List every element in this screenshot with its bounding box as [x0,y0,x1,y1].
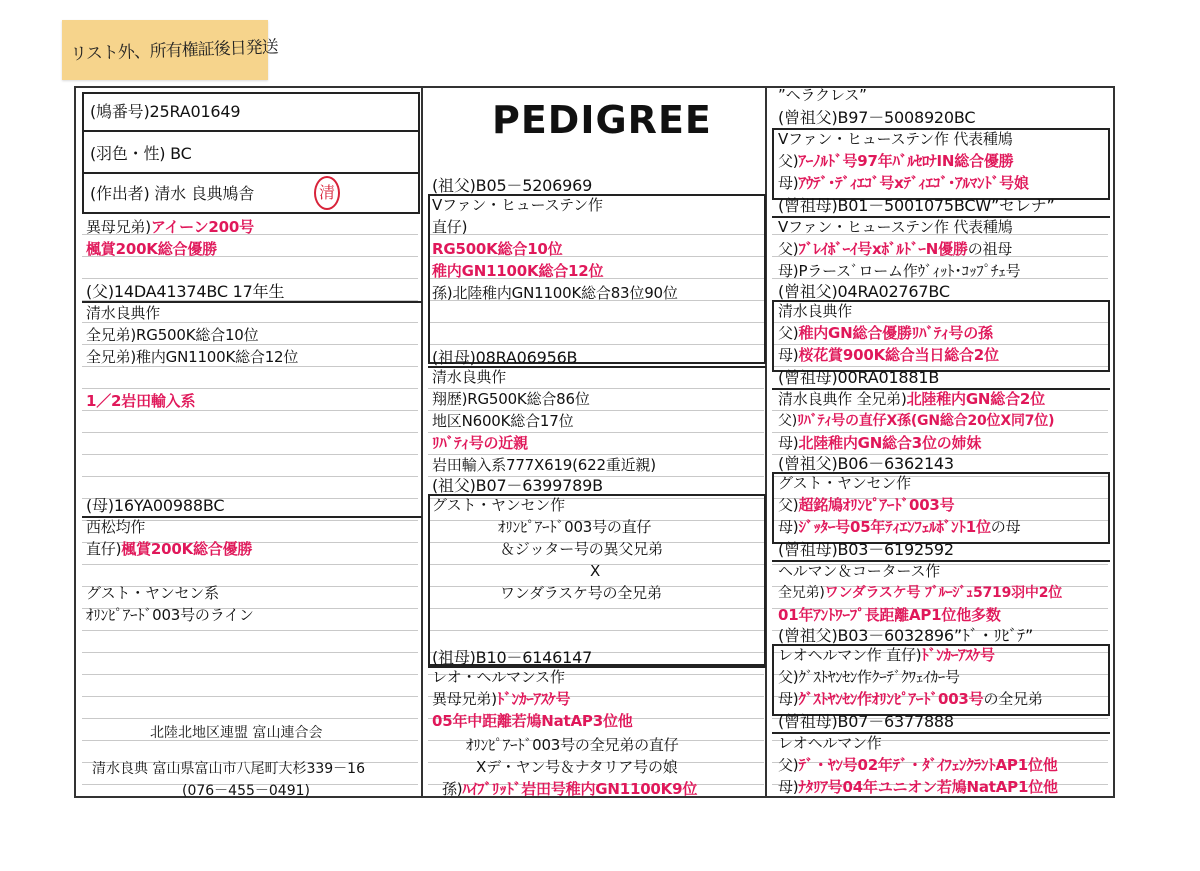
gdam-m-line: レオ・ヘルマンス作 [432,668,565,686]
ggp-ring: (曾祖父)B03－6032896 [778,626,954,645]
info-divider [82,172,420,174]
gsire-p-award: 稚内GN1100K総合12位 [432,262,604,280]
subject-color-sex: (羽色・性) BC [90,144,192,163]
ruled-line [428,454,764,455]
ggp-father: ﾘﾊﾞﾃｨ号の直仔X孫(GN総合20位X同7位) [797,413,1055,429]
ggp-father: ﾃﾞ・ﾔﾝ号02年ﾃﾞ・ﾀﾞｲﾌｪﾝｸﾗﾝﾄAP1位他 [798,756,1058,774]
ruled-line [82,344,418,345]
gsire-p-line: 孫)北陸稚内GN1100K総合83位90位 [432,284,678,302]
ruled-line [772,432,1108,433]
gsire-m-line: グスト・ヤンセン作 [432,496,565,514]
ggp-ring: (曾祖母)00RA01881B [778,368,940,387]
gdam-p-line: 清水良典作 [432,368,507,386]
gsire-p-line: Vファン・ヒューステン作 [432,196,603,214]
ggp-mother: ｼﾞｯﾀｰ号05年ﾃｨｴﾝﾌｪﾙﾎﾞﾝﾄ1位 [798,518,991,536]
ruled-line [82,630,418,631]
ruled-line [772,410,1108,411]
subject-ring-number: (鳩番号)25RA01649 [90,102,241,121]
lineage-note: 1／2岩田輸入系 [86,392,196,410]
sticky-note-text: リスト外、所有権証後日発送 [69,37,279,65]
breeder-seal: 清 [314,176,340,210]
ggp-prefix: 父) [778,152,799,170]
ggp-prefix: 全兄弟) [778,585,825,601]
gsire-m-line: ＆ジッター号の異父兄弟 [500,540,663,558]
ruled-line [82,696,418,697]
gdam-m-ring: (祖母)B10－6146147 [432,648,593,667]
sibling-name: アイーン200号 [150,218,254,236]
dam-ring: (母)16YA00988BC [86,496,225,515]
ggp-breeder: レオヘルマン作 [778,734,882,752]
gsire-p-ring: (祖父)B05－5206969 [432,176,593,195]
ggp-father: ｱｰﾉﾙﾄﾞ号97年ﾊﾞﾙｾﾛﾅIN総合優勝 [798,152,1014,170]
gsire-m-line: X [590,562,601,580]
sire-line: 全兄弟)稚内GN1100K総合12位 [86,348,299,366]
sibling-prefix: 異母兄弟) [86,218,151,236]
ggp-prefix: 母) [778,778,799,796]
column-divider-1 [421,86,423,798]
ruled-line [82,410,418,411]
ggp-father: ﾌﾞﾚｲﾎﾞｰｲ号xﾎﾞﾙﾄﾞｰN優勝 [798,240,968,258]
ggp-breeder: グスト・ヤンセン作 [778,474,911,492]
ggp-ring: (曾祖父)04RA02767BC [778,282,950,301]
footer-owner: 清水良典 富山県富山市八尾町大杉339－16 [92,761,365,777]
ggp-suffix: の全兄弟 [983,690,1043,708]
ggp-award: 01年ｱﾝﾄﾜｰﾌﾟ長距離AP1位他多数 [778,606,1001,624]
ggp-father: 超銘鳩ｵﾘﾝﾋﾟｱｰﾄﾞ003号 [798,496,955,514]
ruled-line [82,366,418,367]
ruled-line [428,388,764,389]
ruled-line [82,322,418,323]
ggp-prefix: 父) [778,496,799,514]
footer-phone: (076－455－0491) [182,783,310,799]
gdam-p-ring: (祖母)08RA06956B [432,348,578,367]
ruled-line [82,432,418,433]
ggp-ring: (曾祖父)B06－6362143 [778,454,954,473]
ruled-line [82,652,418,653]
gdam-m-prefix: 異母兄弟) [432,690,497,708]
gsire-m-line: ｵﾘﾝﾋﾟｱｰﾄﾞ003号の直仔 [498,518,652,536]
gsire-m-line: ワンダラスケ号の全兄弟 [500,584,662,602]
gsire-p-award: RG500K総合10位 [432,240,563,258]
sire-rule [82,301,422,303]
sire-line: 清水良典作 [86,304,161,322]
ggp-breeder: ヘルマン＆コータース作 [778,562,941,580]
ruled-line [82,278,418,279]
ggp-prefix: 母) [778,434,799,452]
ggp-name: ”セレナ” [990,196,1055,215]
ggp-father: 父)ｸﾞｽﾄﾔﾝｾﾝ作ｸｰﾃﾞｸﾜｪｲｶｰ号 [778,668,960,686]
sire-ring: (父)14DA41374BC 17年生 [86,282,285,301]
sire-line: 全兄弟)RG500K総合10位 [86,326,259,344]
ggp-breeder: Vファン・ヒューステン作 代表種鳩 [778,130,1013,148]
gdam-m-grandchild: ﾊｲﾌﾞﾘｯﾄﾞ岩田号稚内GN1100K9位 [462,780,698,798]
ggp-name: ”ﾄﾞ・ﾘﾋﾞﾃ” [953,626,1034,645]
ggp-ring: (曾祖母)B01－5001075BCW [778,196,991,215]
ggp-mother: ﾅﾀﾘｱ号04年ユニオン若鳩NatAP1位他 [798,778,1058,796]
dam-line: ｵﾘﾝﾋﾟｱｰﾄﾞ003号のライン [86,606,254,624]
ggp-prefix: 母) [778,518,799,536]
gdam-m-prefix: 孫) [442,780,463,798]
ruled-line [428,432,764,433]
ruled-line [82,454,418,455]
dam-line: グスト・ヤンセン系 [86,584,219,602]
page-title: PEDIGREE [492,98,712,142]
ggp-breeder: 清水良典作 [778,302,853,320]
ggp-breeder-award: 北陸稚内GN総合2位 [906,390,1045,408]
info-divider [82,130,420,132]
gsire-p-line: 直仔) [432,218,468,236]
ggp-mother: ｸﾞｽﾄﾔﾝｾﾝ作ｵﾘﾝﾋﾟｱｰﾄﾞ003号 [798,690,984,708]
dam-breeder: 西松均作 [86,518,146,536]
ruled-line [82,476,418,477]
ggp-prefix: 父) [778,324,799,342]
subject-breeder: (作出者) 清水 良典鳩舎 [90,184,255,203]
ggp-father: ワンダラスケ号 ﾌﾞﾙｰｼﾞｭ5719羽中2位 [824,585,1063,601]
ggp-prefix: 父) [778,756,799,774]
gdam-m-line: Xデ・ヤン号＆ナタリア号の娘 [476,758,678,776]
ggp-prefix: 父) [778,413,798,429]
footer-federation: 北陸北地区連盟 富山連合会 [150,725,323,741]
ggp-breeder: 清水良典作 全兄弟) [778,390,907,408]
gdam-m-award: 05年中距離若鳩NatAP3位他 [432,712,633,730]
gsire-m-ring: (祖父)B07－6399789B [432,476,603,495]
ggp-ring: (曾祖母)B03－6192592 [778,540,954,559]
ggp-prefix: 母) [778,690,799,708]
ggp-mother: 北陸稚内GN総合3位の姉妹 [798,434,982,452]
gdam-p-line: 翔歴)RG500K総合86位 [432,390,590,408]
ggp-prefix: 母) [778,174,799,192]
sibling-award: 楓賞200K総合優勝 [86,240,217,258]
dam-award: 楓賞200K総合優勝 [121,540,253,558]
dam-prefix: 直仔) [86,540,122,558]
gdam-p-line: 地区N600K総合17位 [432,412,574,430]
ggp-father: 稚内GN総合優勝ﾘﾊﾞﾃｨ号の孫 [798,324,993,342]
ggp-mother: 桜花賞900K総合当日総合2位 [798,346,999,364]
ggp-mother: ｱｳﾃﾞ･ﾃﾞｨｴｺﾞ号xﾃﾞｨｴｺﾞ･ｱﾙﾏﾝﾄﾞ号娘 [798,174,1029,192]
ruled-line [82,388,418,389]
ggp-ring: (曾祖母)B07－6377888 [778,712,954,731]
gdam-m-sibling: ﾄﾞﾝｶｰｱｽｹ号 [496,690,571,708]
ggp-prefix: 母) [778,346,799,364]
ggp-ring: (曾祖父)B97－5008920BC [778,108,976,127]
column-divider-2 [765,86,767,798]
ggp-breeder: Vファン・ヒューステン作 代表種鳩 [778,218,1013,236]
ggp-name: ”ヘラクレス” [778,86,867,104]
gdam-p-line: 岩田輸入系777X619(622重近親) [432,456,656,474]
ggp-suffix: の母 [990,518,1021,536]
gdam-m-line: ｵﾘﾝﾋﾟｱｰﾄﾞ003号の全兄弟の直仔 [466,736,679,754]
ruled-line [82,564,418,565]
ruled-line [82,674,418,675]
ggp-suffix: の祖母 [967,240,1013,258]
ggp-breeder-award: ﾄﾞﾝｶｰｱｽｹ号 [921,646,995,664]
gdam-p-note: ﾘﾊﾞﾃｨ号の近親 [432,434,528,452]
ggp-prefix: 父) [778,240,799,258]
ggp-breeder: レオヘルマン作 直仔) [778,646,922,664]
sticky-note [62,20,279,80]
ggp-mother: 母)Pラースﾞローム作ｳﾞｨｯﾄ･ｺｯﾌﾟﾁｪ号 [778,262,1021,280]
ruled-line [82,718,418,719]
ruled-line [428,410,764,411]
